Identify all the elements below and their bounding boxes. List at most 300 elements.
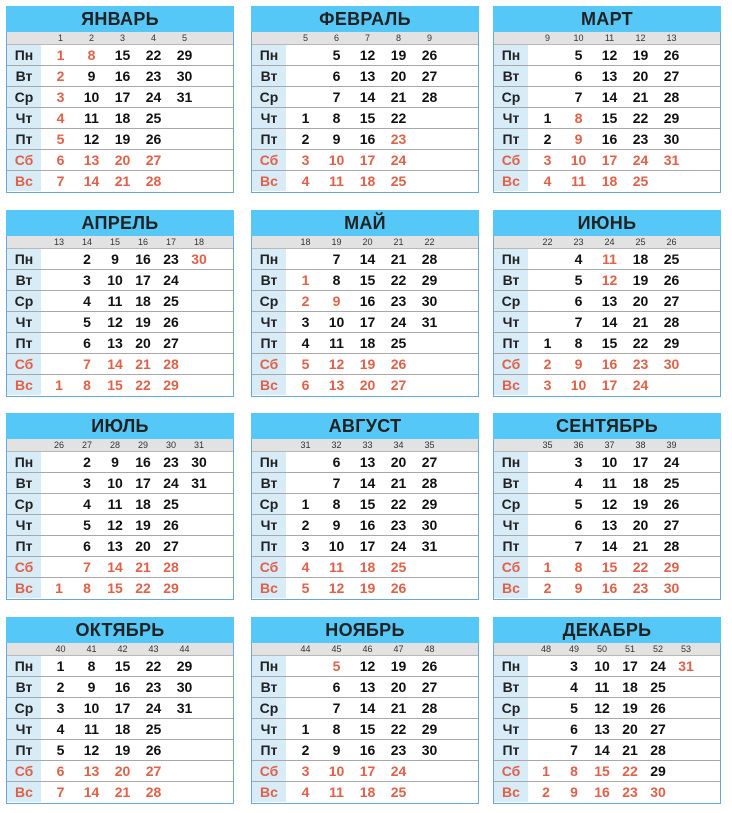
- weekday-row: [494, 333, 720, 354]
- day-cell: 16: [359, 293, 376, 309]
- week-number: 31: [300, 440, 311, 450]
- day-cell: 29: [163, 377, 179, 393]
- day-cell: 14: [359, 475, 376, 491]
- weekday-row: [494, 108, 720, 129]
- day-cell: 18: [359, 559, 376, 575]
- weekday-row: [7, 108, 233, 129]
- day-cell: 15: [359, 110, 376, 126]
- weekday-row: [494, 66, 720, 87]
- weekday-label: Вс: [252, 578, 286, 598]
- day-cell: 27: [421, 68, 438, 84]
- weekday-row: [252, 66, 478, 87]
- weekday-label: Чт: [252, 719, 286, 739]
- weekday-row: [252, 452, 478, 473]
- weekday-row: [7, 782, 233, 803]
- day-cell: 13: [107, 335, 123, 351]
- weekday-row: [252, 171, 478, 192]
- week-number: 23: [573, 237, 584, 247]
- day-cell: 15: [601, 559, 618, 575]
- day-cell: 20: [632, 517, 649, 533]
- day-cell: 8: [332, 272, 341, 288]
- week-number: 30: [165, 440, 176, 450]
- week-numbers: [7, 439, 233, 452]
- weekday-row: [7, 171, 233, 192]
- day-cell: 17: [114, 89, 131, 105]
- day-cell: 31: [421, 538, 438, 554]
- day-cell: 28: [663, 314, 680, 330]
- day-cell: 20: [135, 335, 151, 351]
- day-cell: 15: [359, 496, 376, 512]
- day-cell: 13: [601, 517, 618, 533]
- day-cell: 4: [570, 679, 578, 695]
- day-cell: 23: [390, 293, 407, 309]
- weekday-label: Чт: [252, 108, 286, 128]
- day-cell: 16: [601, 356, 618, 372]
- day-cell: 3: [56, 89, 65, 105]
- day-cell: 29: [163, 580, 179, 596]
- day-cell: 7: [56, 173, 65, 189]
- day-cell: 30: [191, 251, 207, 267]
- weekday-label: Пн: [252, 656, 286, 676]
- day-cell: 25: [390, 559, 407, 575]
- day-cell: 12: [359, 658, 376, 674]
- week-number: 12: [635, 33, 646, 43]
- weekday-label: Вс: [252, 171, 286, 191]
- month-6: [493, 210, 721, 397]
- day-cell: 19: [390, 658, 407, 674]
- day-cell: 16: [135, 251, 151, 267]
- day-cell: 11: [84, 721, 99, 737]
- day-cell: 30: [421, 517, 438, 533]
- day-cell: 22: [632, 335, 649, 351]
- week-number: 40: [55, 644, 66, 654]
- day-cell: 14: [601, 314, 618, 330]
- day-cell: 23: [632, 356, 649, 372]
- day-cell: 28: [421, 700, 438, 716]
- weekday-row: [494, 656, 720, 677]
- weekday-row: [252, 87, 478, 108]
- day-cell: 25: [663, 475, 680, 491]
- week-number: 7: [364, 33, 370, 43]
- day-cell: 26: [650, 700, 666, 716]
- month-title: ИЮНЬ: [493, 210, 721, 236]
- weekday-label: Пт: [7, 129, 41, 149]
- week-numbers: [7, 236, 233, 249]
- weekday-row: [494, 150, 720, 171]
- day-cell: 6: [574, 517, 583, 533]
- day-cell: 11: [107, 496, 123, 512]
- day-cell: 10: [570, 377, 587, 393]
- day-cell: 7: [56, 784, 65, 800]
- day-cell: 12: [601, 496, 618, 512]
- day-cell: 9: [574, 356, 583, 372]
- weekday-row: [252, 677, 478, 698]
- day-cell: 7: [574, 314, 583, 330]
- day-cell: 15: [601, 335, 618, 351]
- weekday-label: Пт: [252, 536, 286, 556]
- weekday-label: Вт: [7, 270, 41, 290]
- day-cell: 30: [176, 68, 193, 84]
- day-cell: 4: [301, 173, 310, 189]
- day-cell: 12: [107, 517, 123, 533]
- day-cell: 10: [83, 89, 100, 105]
- weekday-row: [7, 312, 233, 333]
- weekday-row: [252, 129, 478, 150]
- weekday-row: [252, 270, 478, 291]
- day-cell: 7: [83, 559, 91, 575]
- day-cell: 17: [359, 314, 376, 330]
- month-grid: [6, 32, 234, 193]
- day-cell: 20: [632, 68, 649, 84]
- day-cell: 4: [56, 721, 65, 737]
- weekday-row: [494, 45, 720, 66]
- week-number: 13: [53, 237, 64, 247]
- day-cell: 1: [55, 377, 63, 393]
- day-cell: 23: [163, 454, 179, 470]
- day-cell: 25: [145, 110, 162, 126]
- day-cell: 13: [601, 68, 618, 84]
- day-cell: 3: [56, 700, 65, 716]
- day-cell: 7: [332, 700, 341, 716]
- day-cell: 21: [390, 251, 407, 267]
- weekday-label: Вт: [7, 473, 41, 493]
- day-cell: 23: [632, 580, 649, 596]
- weekday-label: Ср: [252, 291, 286, 311]
- day-cell: 26: [421, 658, 438, 674]
- week-number: 9: [426, 33, 432, 43]
- day-cell: 5: [570, 700, 578, 716]
- weekday-label: Сб: [252, 557, 286, 577]
- day-cell: 27: [663, 517, 680, 533]
- day-cell: 1: [55, 580, 63, 596]
- day-cell: 16: [601, 131, 618, 147]
- day-cell: 22: [390, 496, 407, 512]
- weekday-label: Вт: [494, 677, 528, 697]
- month-grid: [251, 643, 479, 804]
- week-number: 1: [57, 33, 63, 43]
- day-cell: 20: [622, 721, 638, 737]
- day-cell: 6: [83, 335, 91, 351]
- week-number: 34: [393, 440, 404, 450]
- weekday-label: Сб: [252, 354, 286, 374]
- weekday-row: [7, 333, 233, 354]
- week-number: 27: [81, 440, 92, 450]
- weekday-label: Вс: [7, 171, 41, 191]
- day-cell: 15: [114, 47, 131, 63]
- day-cell: 27: [145, 152, 162, 168]
- week-number: 26: [666, 237, 677, 247]
- month-title: ОКТЯБРЬ: [6, 617, 234, 643]
- weekday-label: Вт: [252, 66, 286, 86]
- week-number: 11: [604, 33, 615, 43]
- day-cell: 9: [111, 454, 119, 470]
- weekday-label: Пн: [7, 656, 41, 676]
- weekday-row: [7, 129, 233, 150]
- weekday-label: Пн: [494, 45, 528, 65]
- day-cell: 16: [359, 742, 376, 758]
- day-cell: 25: [663, 251, 680, 267]
- weekday-row: [252, 375, 478, 396]
- day-cell: 27: [390, 377, 407, 393]
- day-cell: 4: [301, 335, 310, 351]
- day-cell: 2: [56, 679, 65, 695]
- day-cell: 20: [359, 377, 376, 393]
- weekday-row: [494, 698, 720, 719]
- month-grid: [6, 643, 234, 804]
- day-cell: 28: [663, 89, 680, 105]
- day-cell: 13: [594, 721, 610, 737]
- weekday-label: Пн: [494, 249, 528, 269]
- week-number: 22: [542, 237, 553, 247]
- week-number: 20: [362, 237, 373, 247]
- weekday-row: [7, 761, 233, 782]
- day-cell: 3: [574, 454, 583, 470]
- day-cell: 9: [332, 131, 341, 147]
- day-cell: 25: [163, 293, 179, 309]
- weekday-row: [494, 557, 720, 578]
- day-cell: 31: [678, 658, 694, 674]
- day-cell: 8: [83, 580, 91, 596]
- month-title: СЕНТЯБРЬ: [493, 413, 721, 439]
- day-cell: 5: [574, 47, 583, 63]
- day-cell: 18: [359, 335, 376, 351]
- week-number: 15: [109, 237, 120, 247]
- day-cell: 7: [83, 356, 91, 372]
- weekday-label: Пт: [252, 129, 286, 149]
- day-cell: 28: [145, 784, 162, 800]
- day-cell: 29: [663, 110, 680, 126]
- week-number: 52: [652, 644, 663, 654]
- day-cell: 20: [390, 454, 407, 470]
- day-cell: 13: [359, 68, 376, 84]
- week-number: 35: [424, 440, 435, 450]
- day-cell: 5: [574, 496, 583, 512]
- weekday-row: [494, 782, 720, 803]
- day-cell: 14: [359, 251, 376, 267]
- day-cell: 12: [107, 314, 123, 330]
- weekday-row: [252, 515, 478, 536]
- day-cell: 19: [359, 580, 376, 596]
- weekday-label: Вс: [252, 782, 286, 802]
- weekday-label: Ср: [494, 494, 528, 514]
- day-cell: 20: [114, 763, 131, 779]
- day-cell: 5: [301, 580, 310, 596]
- week-numbers: [7, 32, 233, 45]
- weekday-row: [7, 698, 233, 719]
- day-cell: 17: [359, 763, 376, 779]
- month-5: [251, 210, 479, 397]
- week-number: 31: [193, 440, 204, 450]
- day-cell: 24: [650, 658, 666, 674]
- month-grid: [493, 439, 721, 600]
- weekday-label: Вс: [494, 171, 528, 191]
- day-cell: 2: [542, 784, 550, 800]
- weekday-label: Вт: [7, 677, 41, 697]
- week-number: 44: [179, 644, 190, 654]
- day-cell: 12: [359, 47, 376, 63]
- weekday-label: Вс: [252, 375, 286, 395]
- weekday-label: Вт: [494, 473, 528, 493]
- day-cell: 26: [145, 742, 162, 758]
- weekday-row: [7, 557, 233, 578]
- day-cell: 5: [301, 356, 310, 372]
- day-cell: 8: [570, 763, 578, 779]
- weekday-label: Пт: [494, 333, 528, 353]
- month-9: [493, 413, 721, 600]
- day-cell: 27: [650, 721, 666, 737]
- month-grid: [493, 32, 721, 193]
- day-cell: 1: [301, 721, 310, 737]
- weekday-label: Ср: [252, 698, 286, 718]
- weekday-row: [494, 312, 720, 333]
- week-number: 18: [300, 237, 311, 247]
- weekday-row: [7, 677, 233, 698]
- day-cell: 17: [601, 152, 618, 168]
- day-cell: 27: [663, 293, 680, 309]
- weekday-label: Вс: [494, 578, 528, 598]
- week-numbers: [252, 439, 478, 452]
- weekday-row: [494, 354, 720, 375]
- day-cell: 15: [601, 110, 618, 126]
- week-number: 25: [635, 237, 646, 247]
- day-cell: 20: [390, 68, 407, 84]
- day-cell: 21: [390, 475, 407, 491]
- day-cell: 6: [56, 763, 65, 779]
- weekday-label: Пт: [7, 740, 41, 760]
- week-number: 26: [53, 440, 64, 450]
- day-cell: 15: [594, 763, 610, 779]
- day-cell: 10: [107, 272, 123, 288]
- weekday-label: Ср: [7, 87, 41, 107]
- weekday-row: [7, 740, 233, 761]
- day-cell: 29: [421, 496, 438, 512]
- day-cell: 27: [163, 538, 179, 554]
- day-cell: 21: [135, 559, 151, 575]
- weekday-label: Пт: [7, 536, 41, 556]
- month-grid: [6, 439, 234, 600]
- day-cell: 24: [632, 377, 649, 393]
- weekday-row: [252, 719, 478, 740]
- day-cell: 17: [359, 538, 376, 554]
- day-cell: 23: [390, 131, 407, 147]
- week-number: 3: [119, 33, 125, 43]
- day-cell: 6: [332, 454, 341, 470]
- weekday-label: Чт: [252, 312, 286, 332]
- day-cell: 26: [390, 580, 407, 596]
- day-cell: 8: [574, 335, 583, 351]
- day-cell: 25: [145, 721, 162, 737]
- day-cell: 29: [663, 335, 680, 351]
- week-number: 41: [86, 644, 97, 654]
- week-number: 36: [573, 440, 584, 450]
- day-cell: 21: [632, 314, 649, 330]
- weekday-row: [252, 249, 478, 270]
- day-cell: 11: [594, 679, 610, 695]
- day-cell: 19: [632, 47, 649, 63]
- day-cell: 30: [421, 293, 438, 309]
- day-cell: 31: [191, 475, 207, 491]
- day-cell: 16: [594, 784, 610, 800]
- day-cell: 22: [390, 721, 407, 737]
- day-cell: 30: [191, 454, 207, 470]
- day-cell: 28: [663, 538, 680, 554]
- weekday-row: [7, 66, 233, 87]
- week-numbers: [252, 643, 478, 656]
- weekday-label: Чт: [7, 515, 41, 535]
- day-cell: 10: [570, 152, 587, 168]
- day-cell: 18: [135, 293, 151, 309]
- day-cell: 9: [111, 251, 119, 267]
- weekday-row: [494, 677, 720, 698]
- day-cell: 23: [390, 742, 407, 758]
- day-cell: 3: [301, 314, 310, 330]
- day-cell: 21: [622, 742, 638, 758]
- day-cell: 25: [390, 784, 407, 800]
- day-cell: 7: [574, 538, 583, 554]
- weekday-label: Пн: [7, 452, 41, 472]
- weekday-row: [494, 494, 720, 515]
- week-number: 46: [362, 644, 373, 654]
- week-number: 50: [596, 644, 607, 654]
- day-cell: 18: [622, 679, 638, 695]
- weekday-row: [252, 698, 478, 719]
- month-12: [493, 617, 721, 804]
- day-cell: 22: [145, 658, 162, 674]
- day-cell: 31: [176, 89, 193, 105]
- day-cell: 28: [421, 89, 438, 105]
- week-number: 21: [393, 237, 404, 247]
- day-cell: 11: [329, 559, 344, 575]
- day-cell: 16: [114, 68, 131, 84]
- weekday-label: Вс: [494, 782, 528, 802]
- month-title: ФЕВРАЛЬ: [251, 6, 479, 32]
- weekday-label: Ср: [494, 291, 528, 311]
- weekday-label: Пт: [252, 333, 286, 353]
- day-cell: 29: [176, 47, 193, 63]
- day-cell: 18: [114, 721, 131, 737]
- week-number: 16: [137, 237, 148, 247]
- day-cell: 21: [135, 356, 151, 372]
- day-cell: 4: [574, 251, 583, 267]
- day-cell: 21: [632, 89, 649, 105]
- weekday-row: [494, 536, 720, 557]
- day-cell: 12: [601, 272, 618, 288]
- day-cell: 22: [632, 110, 649, 126]
- week-number: 2: [88, 33, 94, 43]
- week-number: 44: [300, 644, 311, 654]
- weekday-row: [494, 719, 720, 740]
- day-cell: 17: [601, 377, 618, 393]
- day-cell: 14: [83, 784, 100, 800]
- day-cell: 5: [574, 272, 583, 288]
- weekday-row: [252, 333, 478, 354]
- weekday-row: [7, 270, 233, 291]
- day-cell: 30: [663, 580, 680, 596]
- month-grid: [251, 236, 479, 397]
- weekday-label: Сб: [7, 557, 41, 577]
- month-title: АПРЕЛЬ: [6, 210, 234, 236]
- weekday-label: Вт: [494, 270, 528, 290]
- day-cell: 1: [543, 110, 552, 126]
- weekday-row: [252, 656, 478, 677]
- weekday-row: [494, 761, 720, 782]
- day-cell: 4: [543, 173, 552, 189]
- day-cell: 9: [87, 679, 96, 695]
- week-number: 38: [635, 440, 646, 450]
- week-number: 37: [604, 440, 615, 450]
- day-cell: 13: [359, 454, 376, 470]
- weekday-label: Вт: [494, 66, 528, 86]
